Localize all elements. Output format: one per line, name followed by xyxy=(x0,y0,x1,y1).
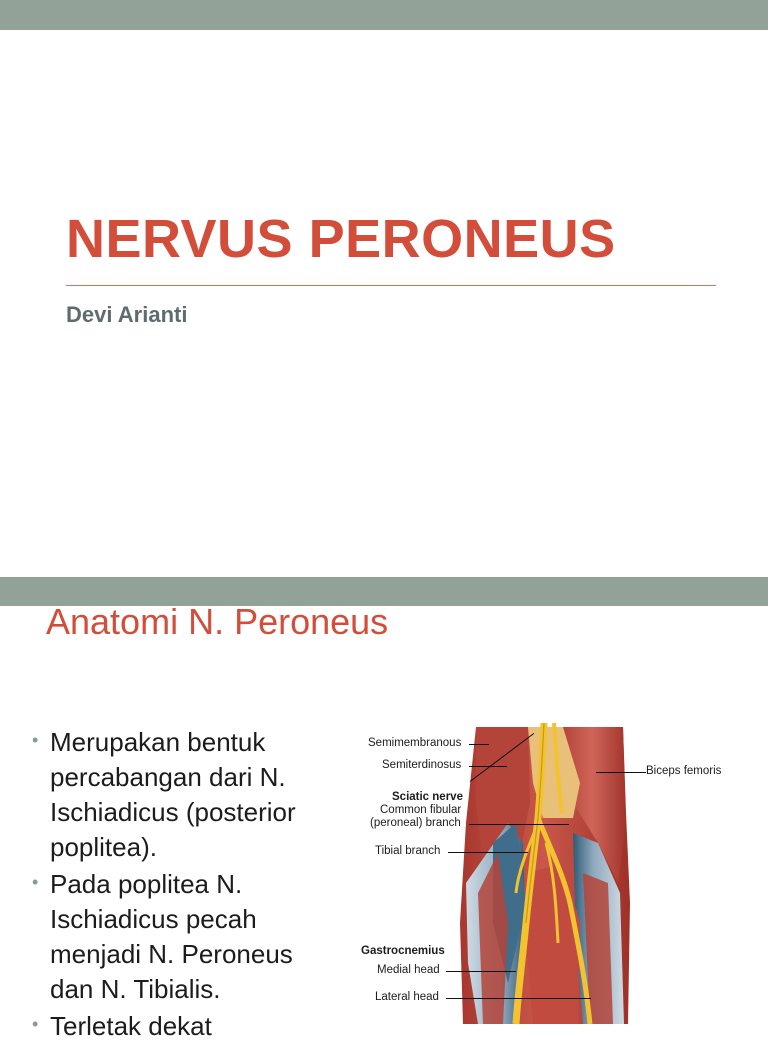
label-peroneal-branch: (peroneal) branch xyxy=(370,817,461,829)
label-tibial-branch: Tibial branch xyxy=(375,845,441,857)
label-common-fibular: Common fibular xyxy=(380,804,462,816)
label-semiterdinosus: Semiterdinosus xyxy=(382,759,462,771)
leader-line xyxy=(446,971,516,972)
slide-title: Anatomi N. Peroneus xyxy=(46,601,389,642)
leader-line xyxy=(469,824,569,825)
author-name: Devi Arianti xyxy=(66,302,188,327)
label-medial-head: Medial head xyxy=(377,964,440,976)
bullet-icon: • xyxy=(32,730,39,750)
bullet-icon: • xyxy=(32,1014,39,1034)
slide-header-bar xyxy=(0,0,768,30)
bullet-item: • Terletak dekat xyxy=(32,1011,212,1041)
slide-title: NERVUS PERONEUS xyxy=(66,209,616,269)
bullet-item: • Merupakan bentuk percabangan dari N. Ischiadicus (posterior poplitea). xyxy=(32,727,296,862)
label-gastrocnemius: Gastrocnemius xyxy=(361,945,445,957)
bullet-item: • Pada poplitea N. Ischiadicus pecah menjadi N. Peroneus dan N. Tibialis. xyxy=(32,869,293,1004)
label-biceps-femoris: Biceps femoris xyxy=(646,765,722,777)
leader-line xyxy=(469,744,489,745)
title-divider xyxy=(66,285,716,286)
bullet-list xyxy=(32,725,342,1046)
content-slide xyxy=(0,577,768,1041)
leader-line xyxy=(596,772,646,773)
bullet-icon: • xyxy=(32,872,39,892)
leader-line xyxy=(448,852,528,853)
leader-line xyxy=(446,998,591,999)
label-semimembranous: Semimembranous xyxy=(368,737,462,749)
label-lateral-head: Lateral head xyxy=(375,991,439,1003)
label-sciatic-nerve: Sciatic nerve xyxy=(392,791,463,803)
anatomy-figure xyxy=(358,723,758,1024)
